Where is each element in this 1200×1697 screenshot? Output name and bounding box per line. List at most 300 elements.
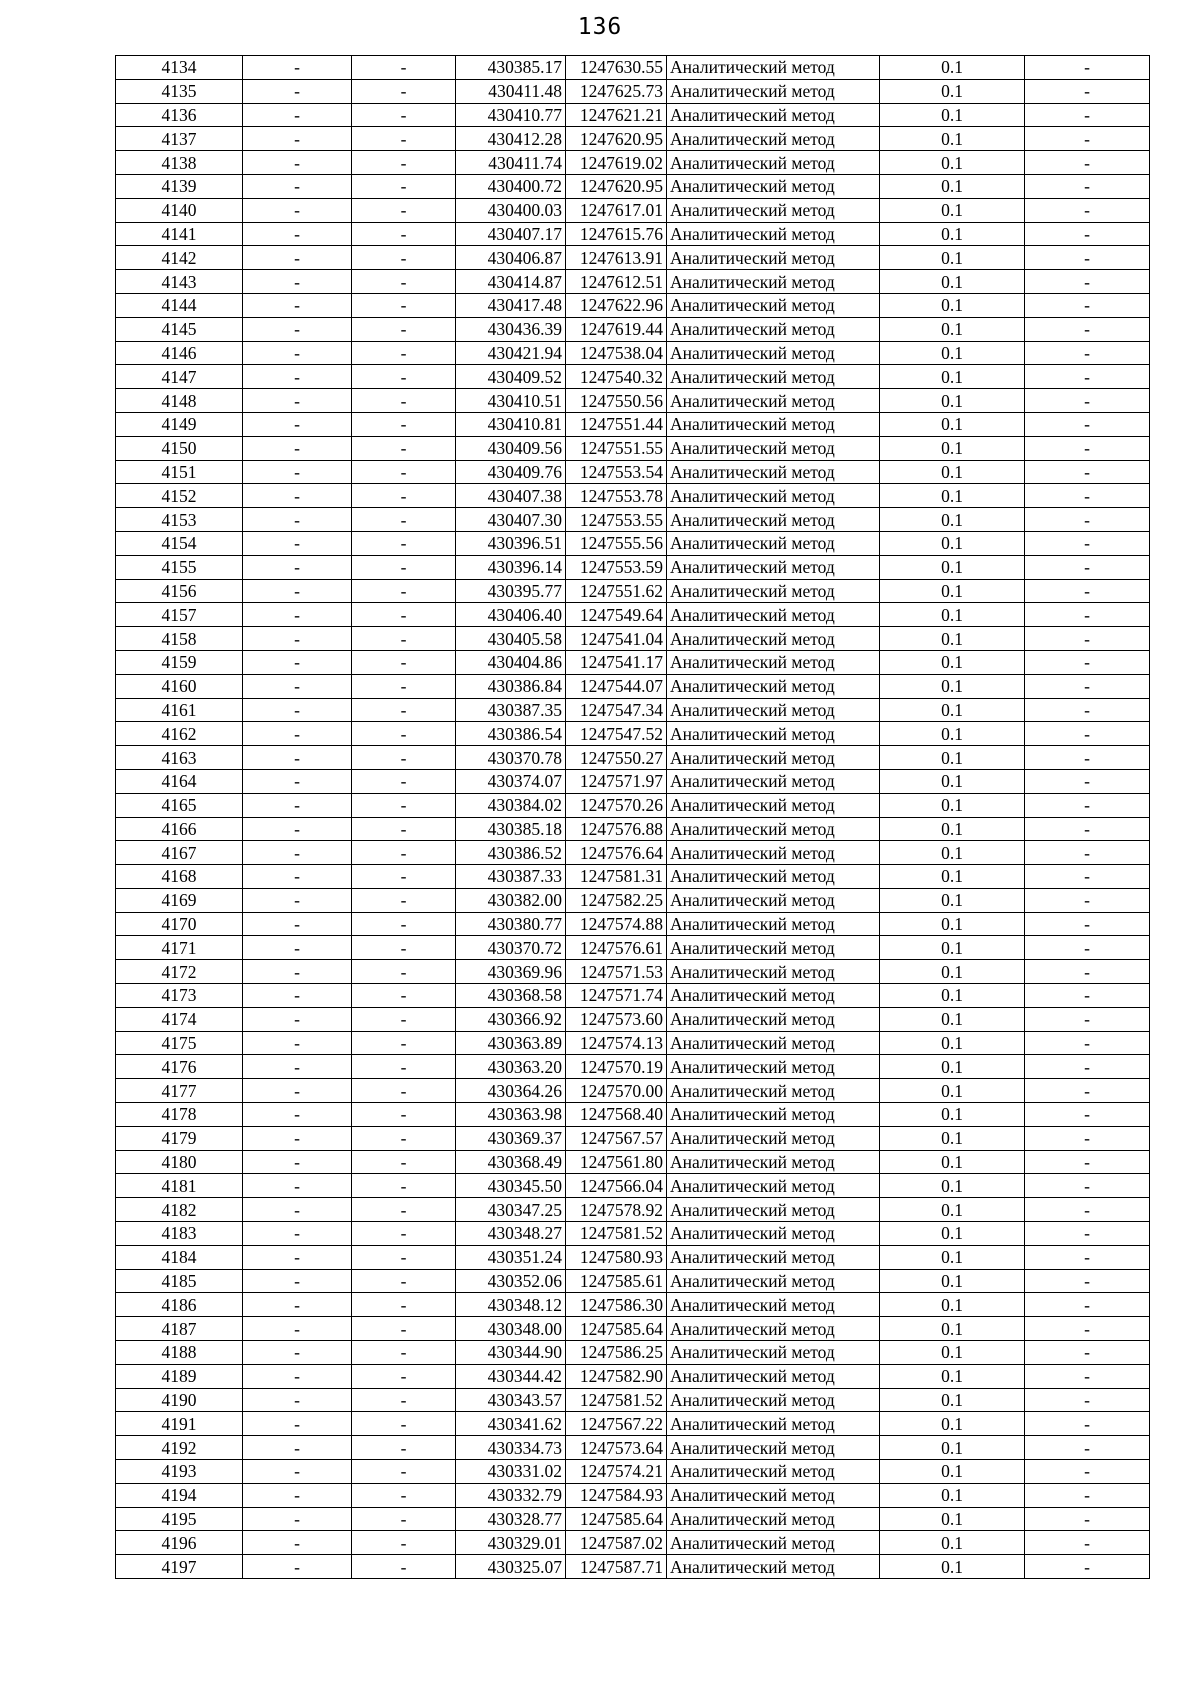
empty-cell: - — [1025, 555, 1150, 579]
x-coordinate-cell: 430366.92 — [456, 1007, 566, 1031]
x-coordinate-cell: 430370.72 — [456, 936, 566, 960]
method-cell: Аналитический метод — [667, 888, 880, 912]
accuracy-cell: 0.1 — [880, 769, 1025, 793]
empty-cell: - — [243, 1245, 352, 1269]
table-row — [116, 151, 1150, 175]
empty-cell: - — [352, 555, 456, 579]
empty-cell: - — [352, 246, 456, 270]
empty-cell: - — [352, 769, 456, 793]
point-number-cell: 4153 — [116, 508, 243, 532]
table-row — [116, 865, 1150, 889]
accuracy-cell: 0.1 — [880, 317, 1025, 341]
accuracy-cell: 0.1 — [880, 1531, 1025, 1555]
y-coordinate-cell: 1247570.00 — [566, 1079, 667, 1103]
method-cell: Аналитический метод — [667, 1555, 880, 1579]
y-coordinate-cell: 1247574.88 — [566, 912, 667, 936]
x-coordinate-cell: 430412.28 — [456, 127, 566, 151]
point-number-cell: 4139 — [116, 174, 243, 198]
empty-cell: - — [352, 1055, 456, 1079]
y-coordinate-cell: 1247567.22 — [566, 1412, 667, 1436]
empty-cell: - — [352, 56, 456, 80]
empty-cell: - — [352, 1436, 456, 1460]
table-row — [116, 79, 1150, 103]
table-row — [116, 698, 1150, 722]
empty-cell: - — [352, 1483, 456, 1507]
accuracy-cell: 0.1 — [880, 412, 1025, 436]
x-coordinate-cell: 430417.48 — [456, 293, 566, 317]
empty-cell: - — [352, 436, 456, 460]
accuracy-cell: 0.1 — [880, 1198, 1025, 1222]
x-coordinate-cell: 430421.94 — [456, 341, 566, 365]
empty-cell: - — [1025, 603, 1150, 627]
method-cell: Аналитический метод — [667, 1412, 880, 1436]
table-row — [116, 579, 1150, 603]
y-coordinate-cell: 1247585.64 — [566, 1507, 667, 1531]
empty-cell: - — [1025, 1174, 1150, 1198]
empty-cell: - — [1025, 1460, 1150, 1484]
y-coordinate-cell: 1247576.61 — [566, 936, 667, 960]
y-coordinate-cell: 1247587.02 — [566, 1531, 667, 1555]
accuracy-cell: 0.1 — [880, 579, 1025, 603]
table-row — [116, 341, 1150, 365]
point-number-cell: 4189 — [116, 1364, 243, 1388]
point-number-cell: 4174 — [116, 1007, 243, 1031]
x-coordinate-cell: 430344.42 — [456, 1364, 566, 1388]
empty-cell: - — [243, 1007, 352, 1031]
empty-cell: - — [352, 174, 456, 198]
x-coordinate-cell: 430414.87 — [456, 270, 566, 294]
empty-cell: - — [243, 484, 352, 508]
x-coordinate-cell: 430329.01 — [456, 1531, 566, 1555]
table-row — [116, 174, 1150, 198]
y-coordinate-cell: 1247570.26 — [566, 793, 667, 817]
x-coordinate-cell: 430334.73 — [456, 1436, 566, 1460]
x-coordinate-cell: 430409.76 — [456, 460, 566, 484]
method-cell: Аналитический метод — [667, 912, 880, 936]
y-coordinate-cell: 1247561.80 — [566, 1150, 667, 1174]
empty-cell: - — [1025, 817, 1150, 841]
y-coordinate-cell: 1247580.93 — [566, 1245, 667, 1269]
y-coordinate-cell: 1247581.31 — [566, 865, 667, 889]
point-number-cell: 4194 — [116, 1483, 243, 1507]
table-row — [116, 317, 1150, 341]
method-cell: Аналитический метод — [667, 103, 880, 127]
empty-cell: - — [243, 1388, 352, 1412]
point-number-cell: 4179 — [116, 1126, 243, 1150]
method-cell: Аналитический метод — [667, 817, 880, 841]
empty-cell: - — [1025, 1079, 1150, 1103]
x-coordinate-cell: 430347.25 — [456, 1198, 566, 1222]
accuracy-cell: 0.1 — [880, 912, 1025, 936]
table-row — [116, 888, 1150, 912]
empty-cell: - — [243, 1555, 352, 1579]
point-number-cell: 4144 — [116, 293, 243, 317]
point-number-cell: 4186 — [116, 1293, 243, 1317]
empty-cell: - — [1025, 1436, 1150, 1460]
empty-cell: - — [243, 531, 352, 555]
empty-cell: - — [1025, 1412, 1150, 1436]
x-coordinate-cell: 430368.58 — [456, 984, 566, 1008]
x-coordinate-cell: 430409.56 — [456, 436, 566, 460]
method-cell: Аналитический метод — [667, 127, 880, 151]
accuracy-cell: 0.1 — [880, 198, 1025, 222]
y-coordinate-cell: 1247541.17 — [566, 650, 667, 674]
point-number-cell: 4165 — [116, 793, 243, 817]
method-cell: Аналитический метод — [667, 1007, 880, 1031]
y-coordinate-cell: 1247619.02 — [566, 151, 667, 175]
accuracy-cell: 0.1 — [880, 1436, 1025, 1460]
empty-cell: - — [243, 579, 352, 603]
empty-cell: - — [1025, 769, 1150, 793]
point-number-cell: 4197 — [116, 1555, 243, 1579]
y-coordinate-cell: 1247620.95 — [566, 174, 667, 198]
x-coordinate-cell: 430368.49 — [456, 1150, 566, 1174]
empty-cell: - — [352, 1031, 456, 1055]
accuracy-cell: 0.1 — [880, 1341, 1025, 1365]
accuracy-cell: 0.1 — [880, 984, 1025, 1008]
method-cell: Аналитический метод — [667, 1055, 880, 1079]
empty-cell: - — [243, 412, 352, 436]
y-coordinate-cell: 1247622.96 — [566, 293, 667, 317]
accuracy-cell: 0.1 — [880, 1364, 1025, 1388]
x-coordinate-cell: 430348.27 — [456, 1222, 566, 1246]
empty-cell: - — [352, 508, 456, 532]
method-cell: Аналитический метод — [667, 1079, 880, 1103]
empty-cell: - — [243, 769, 352, 793]
accuracy-cell: 0.1 — [880, 103, 1025, 127]
point-number-cell: 4195 — [116, 1507, 243, 1531]
accuracy-cell: 0.1 — [880, 722, 1025, 746]
y-coordinate-cell: 1247586.30 — [566, 1293, 667, 1317]
empty-cell: - — [352, 341, 456, 365]
empty-cell: - — [1025, 912, 1150, 936]
accuracy-cell: 0.1 — [880, 1055, 1025, 1079]
accuracy-cell: 0.1 — [880, 841, 1025, 865]
empty-cell: - — [1025, 888, 1150, 912]
x-coordinate-cell: 430352.06 — [456, 1269, 566, 1293]
accuracy-cell: 0.1 — [880, 746, 1025, 770]
empty-cell: - — [243, 79, 352, 103]
empty-cell: - — [352, 1198, 456, 1222]
method-cell: Аналитический метод — [667, 198, 880, 222]
y-coordinate-cell: 1247586.25 — [566, 1341, 667, 1365]
x-coordinate-cell: 430386.84 — [456, 674, 566, 698]
empty-cell: - — [1025, 960, 1150, 984]
x-coordinate-cell: 430374.07 — [456, 769, 566, 793]
empty-cell: - — [243, 793, 352, 817]
method-cell: Аналитический метод — [667, 1507, 880, 1531]
empty-cell: - — [243, 1150, 352, 1174]
empty-cell: - — [243, 1460, 352, 1484]
empty-cell: - — [1025, 389, 1150, 413]
accuracy-cell: 0.1 — [880, 1483, 1025, 1507]
method-cell: Аналитический метод — [667, 1150, 880, 1174]
empty-cell: - — [1025, 270, 1150, 294]
empty-cell: - — [352, 650, 456, 674]
y-coordinate-cell: 1247547.52 — [566, 722, 667, 746]
empty-cell: - — [352, 1174, 456, 1198]
empty-cell: - — [352, 936, 456, 960]
point-number-cell: 4183 — [116, 1222, 243, 1246]
empty-cell: - — [352, 817, 456, 841]
method-cell: Аналитический метод — [667, 246, 880, 270]
accuracy-cell: 0.1 — [880, 436, 1025, 460]
method-cell: Аналитический метод — [667, 579, 880, 603]
page-number: 136 — [577, 14, 623, 40]
table-row — [116, 103, 1150, 127]
method-cell: Аналитический метод — [667, 555, 880, 579]
empty-cell: - — [1025, 698, 1150, 722]
point-number-cell: 4148 — [116, 389, 243, 413]
accuracy-cell: 0.1 — [880, 1079, 1025, 1103]
point-number-cell: 4156 — [116, 579, 243, 603]
y-coordinate-cell: 1247573.60 — [566, 1007, 667, 1031]
method-cell: Аналитический метод — [667, 389, 880, 413]
empty-cell: - — [243, 698, 352, 722]
empty-cell: - — [352, 1293, 456, 1317]
x-coordinate-cell: 430400.03 — [456, 198, 566, 222]
point-number-cell: 4147 — [116, 365, 243, 389]
table-row — [116, 1317, 1150, 1341]
empty-cell: - — [1025, 56, 1150, 80]
empty-cell: - — [243, 555, 352, 579]
empty-cell: - — [243, 627, 352, 651]
empty-cell: - — [1025, 1031, 1150, 1055]
method-cell: Аналитический метод — [667, 293, 880, 317]
method-cell: Аналитический метод — [667, 174, 880, 198]
x-coordinate-cell: 430400.72 — [456, 174, 566, 198]
empty-cell: - — [243, 1198, 352, 1222]
point-number-cell: 4188 — [116, 1341, 243, 1365]
y-coordinate-cell: 1247581.52 — [566, 1222, 667, 1246]
accuracy-cell: 0.1 — [880, 817, 1025, 841]
empty-cell: - — [243, 1436, 352, 1460]
empty-cell: - — [243, 1507, 352, 1531]
empty-cell: - — [352, 1079, 456, 1103]
x-coordinate-cell: 430407.17 — [456, 222, 566, 246]
point-number-cell: 4142 — [116, 246, 243, 270]
table-row — [116, 1555, 1150, 1579]
method-cell: Аналитический метод — [667, 1460, 880, 1484]
method-cell: Аналитический метод — [667, 508, 880, 532]
y-coordinate-cell: 1247567.57 — [566, 1126, 667, 1150]
method-cell: Аналитический метод — [667, 984, 880, 1008]
accuracy-cell: 0.1 — [880, 1126, 1025, 1150]
empty-cell: - — [1025, 1507, 1150, 1531]
empty-cell: - — [243, 865, 352, 889]
method-cell: Аналитический метод — [667, 460, 880, 484]
x-coordinate-cell: 430396.51 — [456, 531, 566, 555]
accuracy-cell: 0.1 — [880, 936, 1025, 960]
empty-cell: - — [243, 1269, 352, 1293]
method-cell: Аналитический метод — [667, 841, 880, 865]
accuracy-cell: 0.1 — [880, 293, 1025, 317]
x-coordinate-cell: 430406.87 — [456, 246, 566, 270]
empty-cell: - — [1025, 246, 1150, 270]
accuracy-cell: 0.1 — [880, 1103, 1025, 1127]
accuracy-cell: 0.1 — [880, 341, 1025, 365]
y-coordinate-cell: 1247571.97 — [566, 769, 667, 793]
empty-cell: - — [1025, 103, 1150, 127]
empty-cell: - — [243, 151, 352, 175]
x-coordinate-cell: 430341.62 — [456, 1412, 566, 1436]
accuracy-cell: 0.1 — [880, 460, 1025, 484]
accuracy-cell: 0.1 — [880, 1150, 1025, 1174]
x-coordinate-cell: 430363.20 — [456, 1055, 566, 1079]
accuracy-cell: 0.1 — [880, 1007, 1025, 1031]
table-row — [116, 1198, 1150, 1222]
method-cell: Аналитический метод — [667, 746, 880, 770]
x-coordinate-cell: 430411.74 — [456, 151, 566, 175]
accuracy-cell: 0.1 — [880, 1293, 1025, 1317]
y-coordinate-cell: 1247581.52 — [566, 1388, 667, 1412]
empty-cell: - — [1025, 650, 1150, 674]
empty-cell: - — [352, 746, 456, 770]
table-row — [116, 841, 1150, 865]
method-cell: Аналитический метод — [667, 151, 880, 175]
x-coordinate-cell: 430385.18 — [456, 817, 566, 841]
accuracy-cell: 0.1 — [880, 793, 1025, 817]
empty-cell: - — [352, 1507, 456, 1531]
empty-cell: - — [243, 246, 352, 270]
accuracy-cell: 0.1 — [880, 484, 1025, 508]
table-row — [116, 1222, 1150, 1246]
empty-cell: - — [243, 127, 352, 151]
point-number-cell: 4146 — [116, 341, 243, 365]
x-coordinate-cell: 430325.07 — [456, 1555, 566, 1579]
empty-cell: - — [243, 56, 352, 80]
empty-cell: - — [1025, 412, 1150, 436]
y-coordinate-cell: 1247630.55 — [566, 56, 667, 80]
point-number-cell: 4184 — [116, 1245, 243, 1269]
empty-cell: - — [352, 531, 456, 555]
empty-cell: - — [243, 746, 352, 770]
empty-cell: - — [243, 389, 352, 413]
table-row — [116, 1055, 1150, 1079]
empty-cell: - — [1025, 1388, 1150, 1412]
empty-cell: - — [352, 698, 456, 722]
empty-cell: - — [1025, 436, 1150, 460]
x-coordinate-cell: 430364.26 — [456, 1079, 566, 1103]
empty-cell: - — [243, 436, 352, 460]
point-number-cell: 4173 — [116, 984, 243, 1008]
method-cell: Аналитический метод — [667, 1293, 880, 1317]
method-cell: Аналитический метод — [667, 1222, 880, 1246]
point-number-cell: 4163 — [116, 746, 243, 770]
empty-cell: - — [352, 1150, 456, 1174]
x-coordinate-cell: 430384.02 — [456, 793, 566, 817]
y-coordinate-cell: 1247553.54 — [566, 460, 667, 484]
empty-cell: - — [1025, 1483, 1150, 1507]
y-coordinate-cell: 1247551.62 — [566, 579, 667, 603]
empty-cell: - — [352, 1412, 456, 1436]
table-row — [116, 1364, 1150, 1388]
y-coordinate-cell: 1247576.88 — [566, 817, 667, 841]
table-row — [116, 603, 1150, 627]
empty-cell: - — [352, 460, 456, 484]
table-row — [116, 222, 1150, 246]
empty-cell: - — [1025, 1103, 1150, 1127]
point-number-cell: 4169 — [116, 888, 243, 912]
x-coordinate-cell: 430370.78 — [456, 746, 566, 770]
y-coordinate-cell: 1247613.91 — [566, 246, 667, 270]
empty-cell: - — [1025, 674, 1150, 698]
empty-cell: - — [243, 984, 352, 1008]
empty-cell: - — [352, 127, 456, 151]
empty-cell: - — [243, 912, 352, 936]
method-cell: Аналитический метод — [667, 222, 880, 246]
method-cell: Аналитический метод — [667, 1483, 880, 1507]
empty-cell: - — [1025, 365, 1150, 389]
accuracy-cell: 0.1 — [880, 698, 1025, 722]
accuracy-cell: 0.1 — [880, 960, 1025, 984]
y-coordinate-cell: 1247553.78 — [566, 484, 667, 508]
accuracy-cell: 0.1 — [880, 888, 1025, 912]
empty-cell: - — [352, 1269, 456, 1293]
point-number-cell: 4196 — [116, 1531, 243, 1555]
empty-cell: - — [1025, 1222, 1150, 1246]
x-coordinate-cell: 430410.77 — [456, 103, 566, 127]
empty-cell: - — [243, 1412, 352, 1436]
point-number-cell: 4177 — [116, 1079, 243, 1103]
y-coordinate-cell: 1247555.56 — [566, 531, 667, 555]
coordinates-table — [115, 55, 1150, 1579]
table-row — [116, 936, 1150, 960]
empty-cell: - — [352, 103, 456, 127]
method-cell: Аналитический метод — [667, 674, 880, 698]
point-number-cell: 4138 — [116, 151, 243, 175]
accuracy-cell: 0.1 — [880, 1460, 1025, 1484]
empty-cell: - — [352, 579, 456, 603]
empty-cell: - — [1025, 627, 1150, 651]
empty-cell: - — [352, 412, 456, 436]
method-cell: Аналитический метод — [667, 1531, 880, 1555]
table-row — [116, 793, 1150, 817]
empty-cell: - — [1025, 722, 1150, 746]
table-row — [116, 650, 1150, 674]
x-coordinate-cell: 430386.54 — [456, 722, 566, 746]
empty-cell: - — [352, 1126, 456, 1150]
y-coordinate-cell: 1247574.13 — [566, 1031, 667, 1055]
empty-cell: - — [243, 650, 352, 674]
empty-cell: - — [243, 1222, 352, 1246]
table-row — [116, 674, 1150, 698]
accuracy-cell: 0.1 — [880, 603, 1025, 627]
point-number-cell: 4172 — [116, 960, 243, 984]
x-coordinate-cell: 430387.35 — [456, 698, 566, 722]
accuracy-cell: 0.1 — [880, 246, 1025, 270]
method-cell: Аналитический метод — [667, 1317, 880, 1341]
empty-cell: - — [352, 793, 456, 817]
y-coordinate-cell: 1247615.76 — [566, 222, 667, 246]
x-coordinate-cell: 430328.77 — [456, 1507, 566, 1531]
point-number-cell: 4149 — [116, 412, 243, 436]
table-row — [116, 984, 1150, 1008]
method-cell: Аналитический метод — [667, 1174, 880, 1198]
point-number-cell: 4185 — [116, 1269, 243, 1293]
empty-cell: - — [352, 222, 456, 246]
empty-cell: - — [1025, 1317, 1150, 1341]
x-coordinate-cell: 430382.00 — [456, 888, 566, 912]
accuracy-cell: 0.1 — [880, 531, 1025, 555]
empty-cell: - — [243, 841, 352, 865]
point-number-cell: 4167 — [116, 841, 243, 865]
x-coordinate-cell: 430363.98 — [456, 1103, 566, 1127]
y-coordinate-cell: 1247551.55 — [566, 436, 667, 460]
y-coordinate-cell: 1247620.95 — [566, 127, 667, 151]
y-coordinate-cell: 1247549.64 — [566, 603, 667, 627]
point-number-cell: 4180 — [116, 1150, 243, 1174]
